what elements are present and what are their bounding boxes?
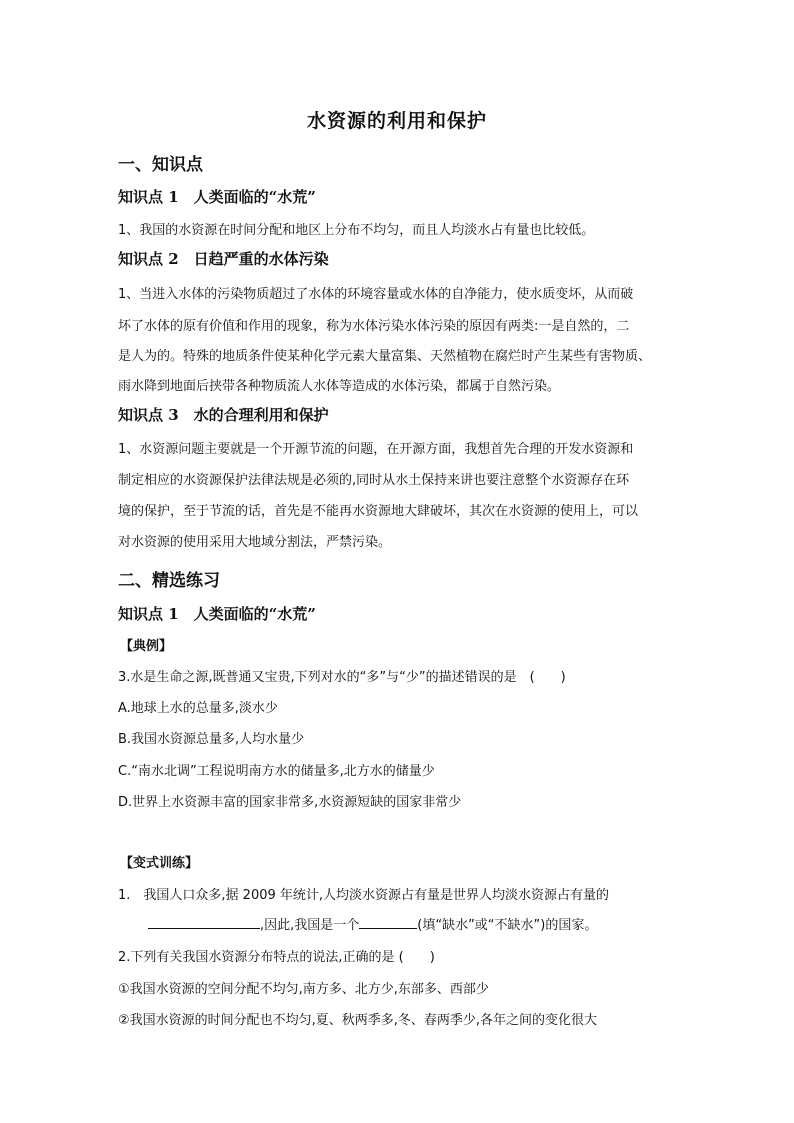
q2-stem: 2.下列有关我国水资源分布特点的说法,正确的是 ( ) xyxy=(118,950,435,965)
q1-line-2 xyxy=(148,914,597,933)
q1-line-1: 1. 我国人口众多,据 2009 年统计,人均淡水资源占有量是世界人均淡水资源占有量的 xyxy=(118,888,610,903)
q2-option-1: ①我国水资源的空间分配不均匀,南方多、北方少,东部多、西部少 xyxy=(118,982,489,997)
practice-kp1-heading: 知识点 1 人类面临的“水荒” xyxy=(118,605,316,623)
page-title: 水资源的利用和保护 xyxy=(306,110,487,132)
q3-option-c: C.“南水北调”工程说明南方水的储量多,北方水的储量少 xyxy=(118,764,435,779)
section-heading-practice: 二、精选练习 xyxy=(118,571,220,591)
kp3-line-2: 制定相应的水资源保护法律法规是必须的,同时从水土保持来讲也要注意整个水资源存在环 xyxy=(118,473,630,488)
answer-blank-2[interactable] xyxy=(359,915,417,929)
kp2-line-4: 雨水降到地面后挟带各种物质流人水体等造成的水体污染，都属于自然污染。 xyxy=(118,379,561,394)
kp3-line-1: 1、水资源问题主要就是一个开源节流的问题，在开源方面，我想首先合理的开发水资源和 xyxy=(118,442,634,457)
kp1-heading: 知识点 1 人类面临的“水荒” xyxy=(118,188,316,206)
kp3-line-3: 境的保护，至于节流的话，首先是不能再水资源地大肆破坏，其次在水资源的使用上，可以 xyxy=(118,504,639,519)
q1-line-2-text-b: (填“缺水”或“不缺水”)的国家。 xyxy=(417,918,598,933)
q3-stem: 3.水是生命之源,既普通又宝贵,下列对水的“多”与“少”的描述错误的是 ( ) xyxy=(118,670,566,685)
q3-option-b: B.我国水资源总量多,人均水量少 xyxy=(118,732,305,747)
kp3-line-4: 对水资源的使用采用大地域分割法，严禁污染。 xyxy=(118,535,392,550)
q2-option-2: ②我国水资源的时间分配也不均匀,夏、秋两季多,冬、春两季少,各年之间的变化很大 xyxy=(118,1013,598,1028)
kp1-text: 1、我国的水资源在时间分配和地区上分布不均匀，而且人均淡水占有量也比较低。 xyxy=(118,223,595,238)
q3-option-d: D.世界上水资源丰富的国家非常多,水资源短缺的国家非常少 xyxy=(118,795,462,810)
kp2-heading: 知识点 2 日趋严重的水体污染 xyxy=(118,250,329,268)
q1-line-2-text-a: ,因此,我国是一个 xyxy=(260,918,360,933)
example-tag: 【典例】 xyxy=(120,639,173,654)
kp2-line-1: 1、当进入水体的污染物质超过了水体的环境容量或水体的自净能力，使水质变坏，从而破 xyxy=(118,287,634,302)
section-heading-knowledge: 一、知识点 xyxy=(118,155,203,175)
kp2-line-2: 坏了水体的原有价值和作用的现象，称为水体污染水体污染的原因有两类:一是自然的，二 xyxy=(118,319,630,334)
q3-option-a: A.地球上水的总量多,淡水少 xyxy=(118,701,278,716)
kp2-line-3: 是人为的。特殊的地质条件使某种化学元素大量富集、天然植物在腐烂时产生某些有害物质、 xyxy=(118,349,652,364)
answer-blank-1[interactable] xyxy=(148,915,260,929)
variant-training-tag: 【变式训练】 xyxy=(120,856,199,871)
kp3-heading: 知识点 3 水的合理利用和保护 xyxy=(118,406,329,424)
